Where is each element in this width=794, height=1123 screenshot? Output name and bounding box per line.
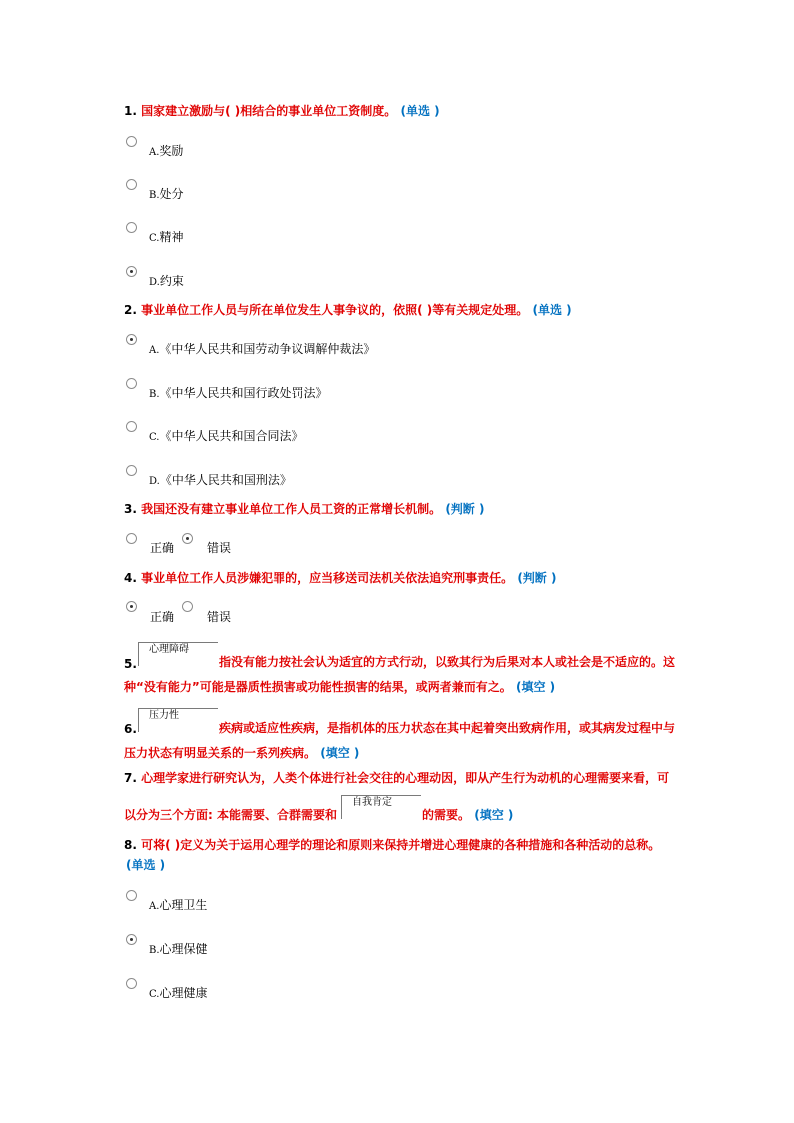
radio-button[interactable] xyxy=(126,136,137,147)
option-letter: A. xyxy=(149,345,160,356)
question-6-line1: 疾病或适应性疾病，是指机体的压力状态在其中起着突出致病作用，或其病发过程中与 xyxy=(219,721,676,735)
option-text: 心理保健 xyxy=(159,942,208,956)
radio-button-selected[interactable] xyxy=(126,266,137,277)
option-letter: C. xyxy=(149,432,160,443)
question-5-number: 5. xyxy=(124,657,137,671)
radio-button-selected[interactable] xyxy=(126,334,137,345)
option-text: 《中华人民共和国刑法》 xyxy=(159,473,292,487)
q3-false-label: 错误 xyxy=(207,541,232,555)
radio-button[interactable] xyxy=(126,179,137,190)
option-letter: D. xyxy=(149,277,160,288)
question-text: 事业单位工作人员与所在单位发生人事争议的，依照( )等有关规定处理。 xyxy=(141,303,529,317)
option-letter: C. xyxy=(149,233,160,244)
question-number: 7. xyxy=(124,771,137,785)
option-letter: B. xyxy=(149,389,160,400)
question-text: 心理学家进行研究认为，人类个体进行社会交往的心理动因，即从产生行为动机的心理需要来看，可 xyxy=(141,771,670,785)
radio-button[interactable] xyxy=(126,890,137,901)
option-letter: A. xyxy=(149,147,160,158)
q4-false-label: 错误 xyxy=(207,610,232,624)
question-4 xyxy=(124,570,556,586)
radio-button[interactable] xyxy=(126,465,137,476)
question-6-line2 xyxy=(124,745,359,761)
question-text: 事业单位工作人员涉嫌犯罪的，应当移送司法机关依法追究刑事责任。 xyxy=(141,571,514,585)
question-text: 种“没有能力”可能是器质性损害或功能性损害的结果，或两者兼而有之。 xyxy=(124,680,512,694)
q3-false-radio[interactable] xyxy=(182,533,193,544)
option-letter: B. xyxy=(149,190,160,201)
question-type: (填空 ) xyxy=(320,746,360,760)
option-text: 约束 xyxy=(159,274,184,288)
question-6-number: 6. xyxy=(124,722,137,736)
radio-button[interactable] xyxy=(126,222,137,233)
question-type: (判断 ) xyxy=(445,502,485,516)
option-letter: B. xyxy=(149,945,160,956)
question-7-line2a: 以分为三个方面: 本能需要、合群需要和 xyxy=(124,808,337,822)
radio-button[interactable] xyxy=(126,978,137,989)
option-text: 《中华人民共和国行政处罚法》 xyxy=(159,386,328,400)
question-7-line1 xyxy=(124,770,669,786)
question-8-type: (单选 ) xyxy=(126,858,166,872)
q4-true-radio[interactable] xyxy=(126,601,137,612)
question-number: 1. xyxy=(124,104,137,118)
option-letter: C. xyxy=(149,989,160,1000)
answer-value: 自我肯定 xyxy=(352,797,392,808)
option-text: 心理健康 xyxy=(159,986,208,1000)
answer-value: 压力性 xyxy=(149,710,179,721)
question-5-line1: 指没有能力按社会认为适宜的方式行动，以致其行为后果对本人或社会是不适应的。这 xyxy=(219,655,676,669)
question-type: (单选 ) xyxy=(400,104,440,118)
q4-true-label: 正确 xyxy=(150,610,175,624)
question-text: 压力状态有明显关系的一系列疾病。 xyxy=(124,746,317,760)
question-type: (单选 ) xyxy=(532,303,572,317)
option-text: 心理卫生 xyxy=(159,898,208,912)
question-text: 可将( )定义为关于运用心理学的理论和原则来保持并增进心理健康的各种措施和各种活动的总称。 xyxy=(141,838,661,852)
question-8 xyxy=(124,837,660,853)
question-text: 国家建立激励与( )相结合的事业单位工资制度。 xyxy=(141,104,397,118)
q4-false-radio[interactable] xyxy=(182,601,193,612)
question-text: 我国还没有建立事业单位工作人员工资的正常增长机制。 xyxy=(141,502,442,516)
question-type: (填空 ) xyxy=(515,680,556,694)
option-text: 《中华人民共和国合同法》 xyxy=(159,429,304,443)
option-letter: A. xyxy=(149,901,160,912)
option-text: 处分 xyxy=(159,187,184,201)
q3-true-radio[interactable] xyxy=(126,533,137,544)
question-text: 的需要。 xyxy=(422,808,471,822)
question-3 xyxy=(124,501,484,517)
question-number: 3. xyxy=(124,502,137,516)
radio-button[interactable] xyxy=(126,378,137,389)
question-number: 2. xyxy=(124,303,137,317)
radio-button-selected[interactable] xyxy=(126,934,137,945)
option-text: 《中华人民共和国劳动争议调解仲裁法》 xyxy=(159,342,376,356)
question-number: 4. xyxy=(124,571,137,585)
answer-value: 心理障碍 xyxy=(149,644,189,655)
question-1 xyxy=(124,103,440,119)
option-text: 奖励 xyxy=(159,144,184,158)
q7-answer-input[interactable] xyxy=(341,795,421,819)
option-letter: D. xyxy=(149,476,160,487)
question-5-line2 xyxy=(124,679,555,695)
question-7-line2b xyxy=(422,807,513,823)
question-type: (判断 ) xyxy=(517,571,557,585)
q5-answer-input[interactable] xyxy=(138,642,218,666)
question-2 xyxy=(124,302,572,318)
radio-button[interactable] xyxy=(126,421,137,432)
q6-answer-input[interactable] xyxy=(138,708,218,732)
q3-true-label: 正确 xyxy=(150,541,175,555)
question-type: (填空 ) xyxy=(474,808,514,822)
question-number: 8. xyxy=(124,838,137,852)
option-text: 精神 xyxy=(159,230,184,244)
